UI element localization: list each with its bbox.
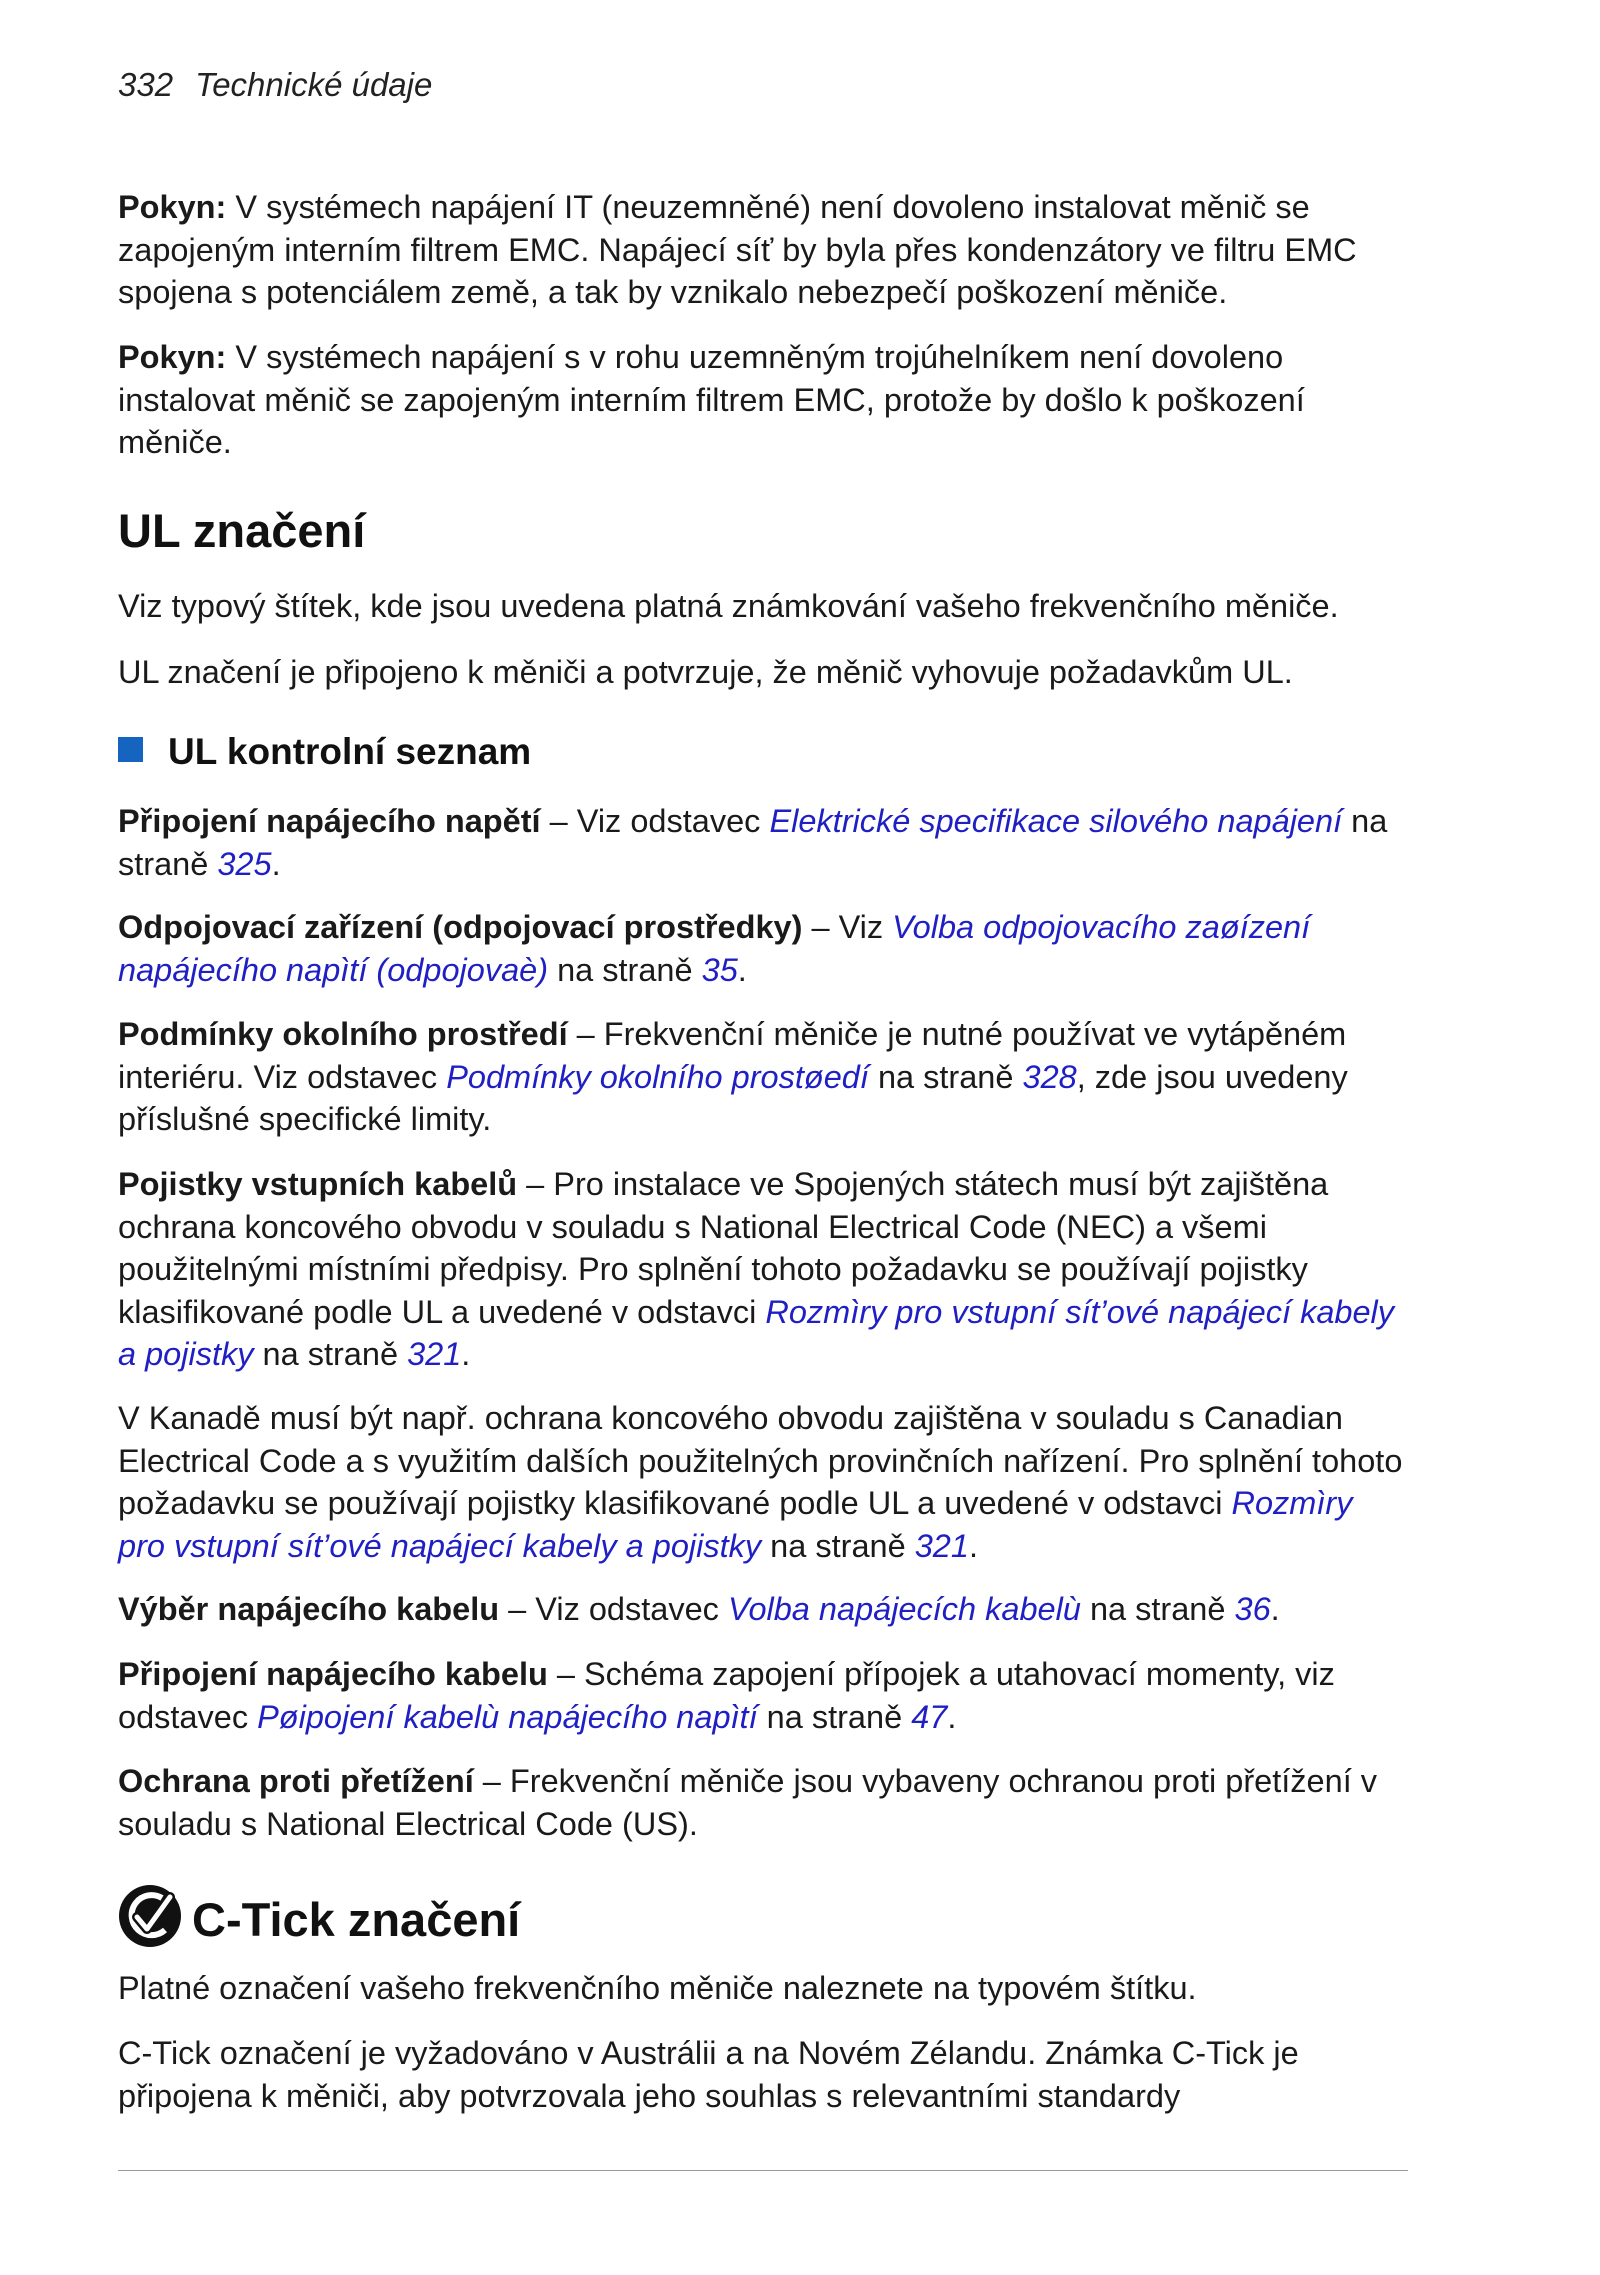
note-it-systems [118,186,1408,314]
checklist-item-canada: V Kanadě musí být např. ochrana koncového obvodu zajištěna v souladu s Canadian Electrical Code a s využitím dalších použitelných provinčních nařízení. Pro splnění tohoto požadavku se používají pojistky klasifikované podle UL a uvedené v odstavci Rozmìry pro vstupní sít’ové napájecí kabely a pojistky na straně 321. [118,1400,1403,1564]
page-link[interactable]: 321 [407,1336,462,1372]
page-link[interactable]: 36 [1234,1591,1271,1627]
checklist-item-supply: Připojení napájecího napětí – Viz odstavec Elektrické specifikace silového napájení na straně 325. [118,803,1388,882]
ul-paragraph-1: Viz typový štítek, kde jsou uvedena platná známkování vašeho frekvenčního měniče. [118,588,1339,624]
checklist-item-overload: Ochrana proti přetížení – Frekvenční měniče jsou vybaveny ochranou proti přetížení v souladu s National Electrical Code (US). [118,1763,1378,1842]
page-link[interactable]: 47 [911,1698,948,1735]
ctick-section-title: C-Tick značení [118,1884,520,1948]
page-link[interactable]: 321 [914,1527,969,1564]
running-header [118,66,432,104]
ul-checklist-title: UL kontrolní seznam [118,731,531,773]
checklist-item-fuses: Pojistky vstupních kabelů – Pro instalace ve Spojených státech musí být zajištěna ochrana koncového obvodu v souladu s National Electrical Code (NEC) a všemi použitelnými místními předpisy. Pro splnění tohoto požadavku se používají pojistky klasifikované podle UL a uvedené v odstavci Rozmìry pro vstupní sít’ové napájecí kabely a pojistky na straně 321. [118,1166,1395,1372]
link-power-cable-connection[interactable]: Pøipojení kabelù napájecího napìtí [257,1698,758,1735]
page-link[interactable]: 35 [701,951,738,988]
ctick-paragraph-2: C-Tick označení je vyžadováno v Austrálii a na Novém Zélandu. Známka C-Tick je připojena k měniči, aby potvrzovala jeho souhlas s relevantními standardy [118,2035,1299,2114]
page-link[interactable]: 325 [217,845,272,882]
ctick-paragraph-1: Platné označení vašeho frekvenčního měniče naleznete na typovém štítku. [118,1970,1197,2006]
note-label: Pokyn: [118,189,227,225]
note-text: V systémech napájení IT (neuzemněné) není dovoleno instalovat měnič se zapojeným interním filtrem EMC. Napájecí síť by byla přes kondenzátory ve filtru EMC spojena s potenciálem země, a tak by vznikalo nebezpečí poškození měniče. [118,189,1357,310]
ul-paragraph-2: UL značení je připojeno k měniči a potvrzuje, že měnič vyhovuje požadavkům UL. [118,654,1293,690]
page-number: 332 [118,66,174,103]
link-disconnect-device[interactable]: Volba odpojovacího zaøízení napájecího napìtí (odpojovaè) [118,909,1311,988]
checklist-item-cable-select: Výběr napájecího kabelu – Viz odstavec Volba napájecích kabelù na straně 36. [118,1591,1280,1627]
footer-rule [118,2170,1408,2171]
link-ambient-conditions[interactable]: Podmínky okolního prostøedí [446,1058,869,1095]
c-tick-logo-icon [118,1884,182,1948]
note-text: V systémech napájení s v rohu uzemněným trojúhelníkem není dovoleno instalovat měnič se zapojeným interním filtrem EMC, protože by došlo k poškození měniče. [118,339,1305,460]
checklist-item-disconnect: Odpojovací zařízení (odpojovací prostředky) – Viz Volba odpojovacího zaøízení napájecího napìtí (odpojovaè) na straně 35. [118,909,1311,988]
ul-section-title: UL značení [118,504,366,557]
note-label: Pokyn: [118,339,227,375]
link-electrical-specs[interactable]: Elektrické specifikace silového napájení [769,803,1343,839]
checklist-item-environment: Podmínky okolního prostředí – Frekvenční měniče je nutné používat ve vytápěném interiéru. Viz odstavec Podmínky okolního prostøedí na straně 328, zde jsou uvedeny příslušné specifické limity. [118,1016,1348,1137]
square-bullet-icon [118,737,143,762]
section-name: Technické údaje [195,66,433,103]
link-power-cable-selection[interactable]: Volba napájecích kabelù [727,1591,1081,1627]
link-cable-dimensions[interactable]: Rozmìry pro vstupní sít’ové napájecí kabely a pojistky [118,1485,1353,1564]
link-cable-dimensions[interactable]: Rozmìry pro vstupní sít’ové napájecí kabely a pojistky [118,1293,1395,1372]
note-corner-grounded [118,336,1408,464]
page-link[interactable]: 328 [1022,1058,1077,1095]
checklist-item-cable-connect: Připojení napájecího kabelu – Schéma zapojení přípojek a utahovací momenty, viz odstavec Pøipojení kabelù napájecího napìtí na straně 47. [118,1656,1335,1735]
